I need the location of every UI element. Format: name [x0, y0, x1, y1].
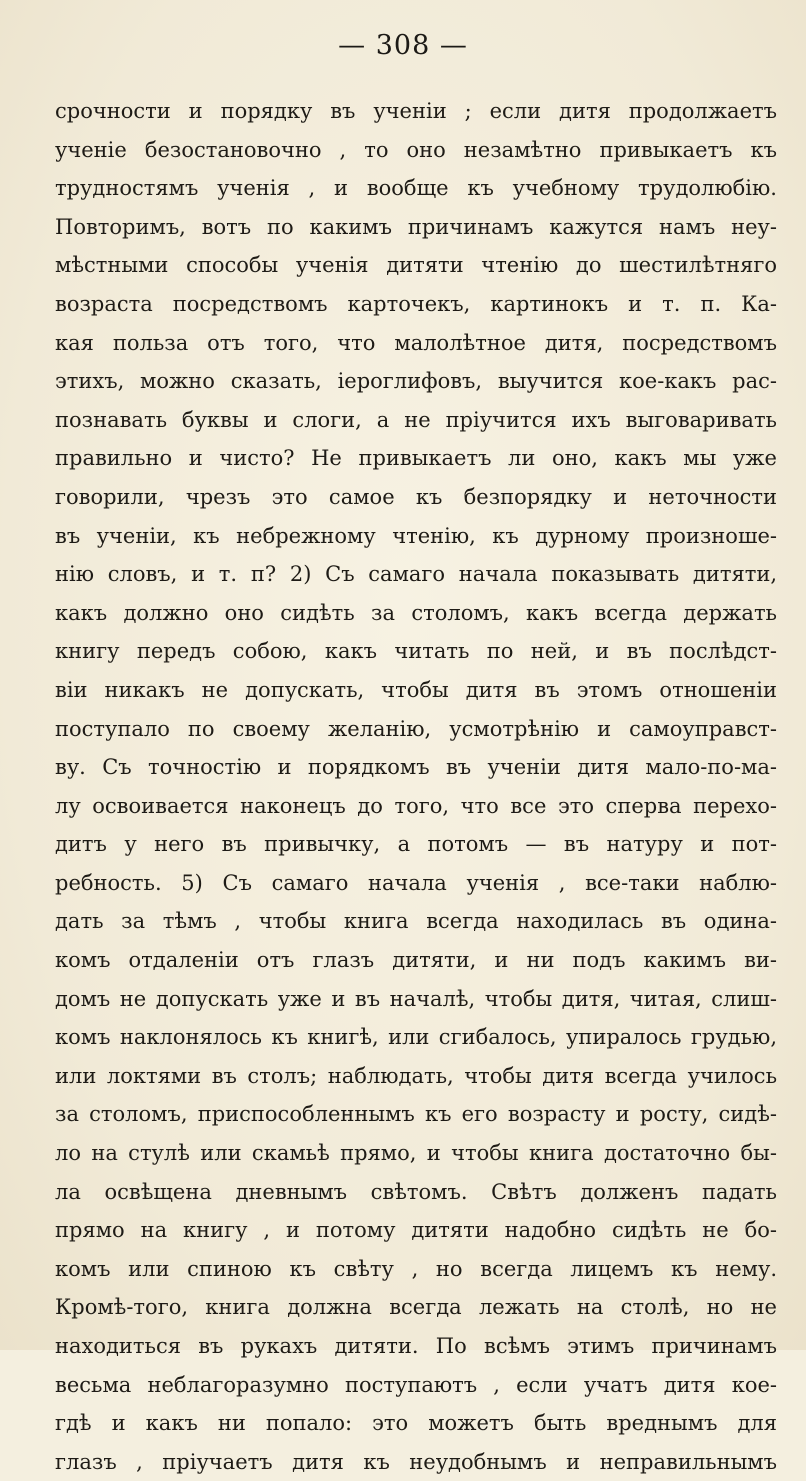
text-line: срочности и порядку въ ученіи ; если дитя продолжаетъ [55, 99, 777, 123]
text-line: глазъ , пріучаетъ дитя къ неудобнымъ и неправильнымъ [55, 1449, 777, 1474]
text-line: поступало по своему желанію, усмотрѣнію и самоуправст- [55, 716, 777, 741]
text-line: кая польза отъ того, что малолѣтное дитя, посредствомъ [55, 330, 777, 355]
text-line: ученіе безостановочно , то оно незамѣтно привыкаетъ къ [55, 137, 777, 162]
text-line: дитъ у него въ привычку, а потомъ — въ натуру и пот- [55, 832, 777, 857]
text-line: віи никакъ не допускать, чтобы дитя въ этомъ отношеніи [55, 677, 777, 702]
text-line: комъ или спиною къ свѣту , но всегда лицемъ къ нему. [55, 1256, 777, 1281]
text-line: въ ученіи, къ небрежному чтенію, къ дурному произноше- [55, 523, 777, 548]
text-line: книгу передъ собою, какъ читать по ней, и въ послѣдст- [55, 639, 777, 664]
text-line: Кромѣ-того, книга должна всегда лежать на столѣ, но не [55, 1295, 777, 1320]
text-line: лу освоивается наконецъ до того, что все это сперва перехо- [55, 793, 777, 818]
text-line: ло на стулѣ или скамьѣ прямо, и чтобы книга достаточно бы- [55, 1141, 777, 1166]
text-line: какъ должно оно сидѣть за столомъ, какъ всегда держать [55, 600, 777, 625]
text-line: Повторимъ, вотъ по какимъ причинамъ кажутся намъ неу- [55, 214, 777, 239]
text-line: ву. Съ точностію и порядкомъ въ ученіи дитя мало-по-ма- [55, 755, 777, 780]
text-line: правильно и чисто? Не привыкаетъ ли оно, какъ мы уже [55, 446, 777, 471]
text-line: познавать буквы и слоги, а не пріучится ихъ выговаривать [55, 407, 777, 432]
text-line: нію словъ, и т. п? 2) Съ самаго начала показывать дитяти, [55, 562, 777, 587]
text-line: прямо на книгу , и потому дитяти надобно сидѣть не бо- [55, 1218, 777, 1243]
text-line: домъ не допускать уже и въ началѣ, чтобы дитя, читая, слиш- [55, 986, 777, 1011]
text-line: говорили, чрезъ это самое къ безпорядку и неточности [55, 484, 777, 509]
text-line: дать за тѣмъ , чтобы книга всегда находилась въ одина- [55, 909, 777, 934]
text-line: весьма неблагоразумно поступаютъ , если учатъ дитя кое- [55, 1372, 777, 1397]
text-line: находиться въ рукахъ дитяти. По всѣмъ этимъ причинамъ [55, 1334, 777, 1358]
text-line: или локтями въ столъ; наблюдать, чтобы дитя всегда училось [55, 1063, 777, 1088]
text-line: мѣстными способы ученія дитяти чтенію до шестилѣтняго [55, 253, 777, 278]
text-line: за столомъ, приспособленнымъ къ его возрасту и росту, сидѣ- [55, 1102, 777, 1127]
text-line: ла освѣщена дневнымъ свѣтомъ. Свѣтъ долженъ падать [55, 1179, 777, 1204]
text-line: комъ наклонялось къ книгѣ, или сгибалось, упиралось грудью, [55, 1025, 777, 1050]
text-line: ребность. 5) Съ самаго начала ученія , все-таки наблю- [55, 870, 777, 895]
text-line: гдѣ и какъ ни попало: это можетъ быть вреднымъ для [55, 1411, 777, 1436]
body-text [55, 92, 777, 1481]
page-number: — 308 — [338, 30, 468, 61]
text-line: возраста посредствомъ карточекъ, картинокъ и т. п. Ка- [55, 291, 777, 316]
text-line: трудностямъ ученія , и вообще къ учебному трудолюбію. [55, 176, 777, 201]
text-line: комъ отдаленіи отъ глазъ дитяти, и ни подъ какимъ ви- [55, 948, 777, 973]
text-line: этихъ, можно сказать, іероглифовъ, выучится кое-какъ рас- [55, 369, 777, 394]
